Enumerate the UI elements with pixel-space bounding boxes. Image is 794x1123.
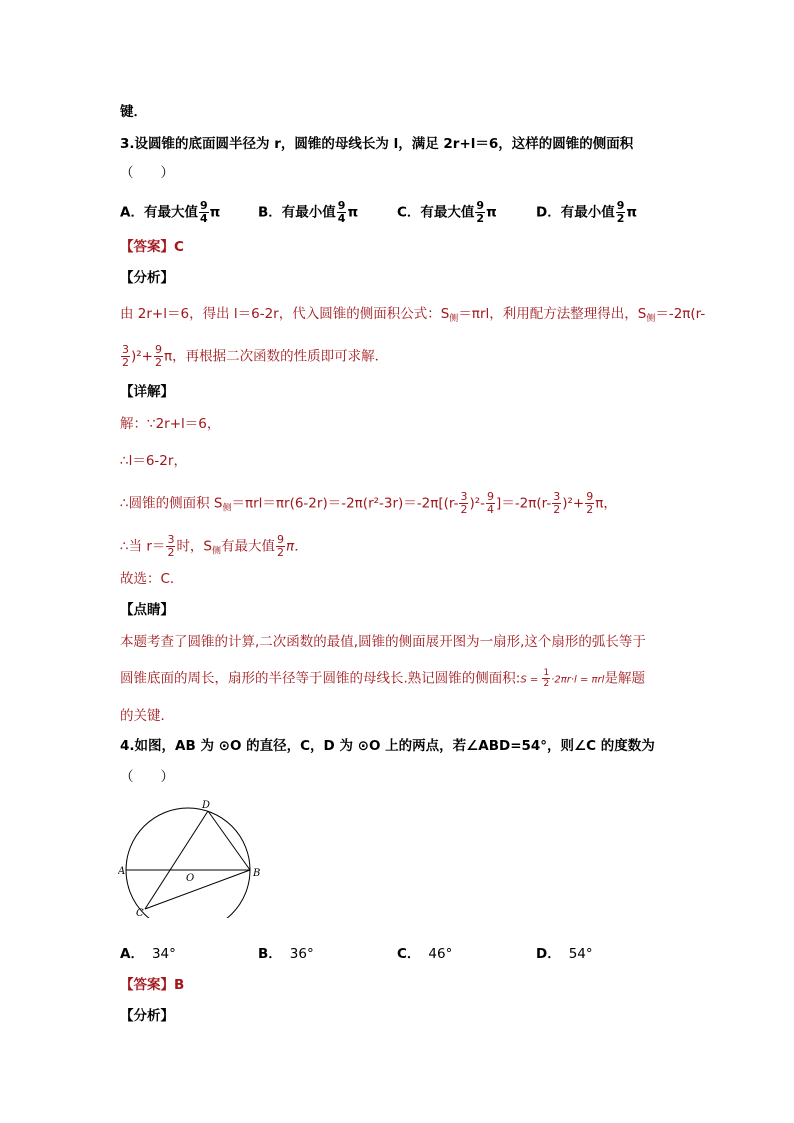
option-label: D．: [536, 946, 561, 962]
q3-comment-line-2: 圆锥底面的周长，扇形的半径等于圆锥的母线长.熟记圆锥的侧面积:S = $\frac{1}{2}$ ·2πr·l = πrl是解题: [120, 668, 645, 689]
detail-text: ＝πrl＝πr(6-2r)＝-2π(r²-3r)＝-2π[(r-: [231, 495, 459, 512]
option-text: 有最小值: [560, 204, 615, 221]
fraction-denominator: 2: [616, 212, 625, 225]
detail-text: π．: [286, 538, 308, 555]
detail-text: ∴圆锥的侧面积 S: [120, 495, 223, 512]
q3-detail-line-4: ∴当 r＝ $\frac{3}{2}$ 时，$S_侧$有最大值 $\frac{9}{2}$ π．: [120, 533, 308, 559]
subscript: 侧: [449, 314, 459, 324]
option-value: 46°: [428, 946, 453, 962]
option-text: 有最大值: [420, 204, 475, 221]
subscript: 侧: [212, 546, 222, 557]
q3-detail-line-1: 解：∵2r+l＝6，: [120, 416, 221, 432]
analysis-text: ＝-2π(r-: [655, 306, 706, 322]
detail-text: )²-: [469, 495, 486, 512]
analysis-text: π，再根据二次函数的性质即可求解．: [164, 348, 389, 365]
q4-answer: 【答案】B: [120, 977, 185, 993]
q3-analysis-line-1: [120, 304, 705, 329]
label-b: B: [253, 868, 261, 879]
label-d: D: [202, 800, 211, 811]
option-label: C．: [397, 204, 421, 221]
q3-option-d: [536, 200, 637, 225]
option-unit: π: [626, 204, 638, 221]
detail-text: ∴当 r＝: [120, 538, 166, 555]
q3-detail-line-2: ∴l＝6-2r，: [120, 453, 187, 469]
fraction-numerator: 9: [337, 199, 346, 212]
circle-figure: [118, 798, 268, 918]
detail-text: 时，S: [176, 538, 213, 555]
q4-option-c: [397, 944, 452, 964]
option-text: 有最小值: [281, 204, 336, 221]
chord-dc: [145, 811, 208, 909]
q4-option-b: [258, 944, 314, 964]
option-unit: π: [486, 204, 497, 221]
fraction-numerator: 9: [616, 199, 625, 212]
option-label: D．: [536, 204, 561, 221]
fraction: [616, 200, 626, 225]
option-unit: π: [209, 204, 221, 221]
q4-analysis-heading: 【分析】: [120, 1008, 174, 1024]
subscript: 侧: [646, 314, 656, 324]
chord-db: [208, 811, 250, 870]
option-label: C．: [397, 946, 421, 962]
q3-option-c: [397, 200, 497, 225]
fraction-denominator: 4: [337, 212, 346, 225]
q3-detail-line-5: 故选：C．: [120, 571, 184, 587]
q3-detail-line-3: ∴圆锥的侧面积 $S_侧=\pi rl=\pi r(6-2r)=-2\pi(r^2-3r)=-2\pi[(r-$ $\frac{3}{2}$ )²- $\frac{9}{4}$ ]＝-2π(r- $\frac{3}{2}$ )²+ $\frac{9}{2}$ π，: [120, 490, 617, 516]
detail-text: 有最大值: [221, 538, 276, 555]
comment-text: 圆锥底面的周长，扇形的半径等于圆锥的母线长.熟记圆锥的侧面积:: [120, 670, 521, 687]
subscript: 侧: [222, 503, 232, 514]
option-label: B．: [258, 946, 282, 962]
q3-comment-heading: 【点睛】: [120, 602, 174, 618]
chord-cb: [145, 870, 250, 909]
q3-answer: 【答案】C: [120, 239, 184, 255]
option-label: B．: [258, 204, 282, 221]
label-c: C: [136, 908, 144, 918]
fraction: [337, 200, 347, 225]
q3-detail-heading: 【详解】: [120, 384, 174, 400]
q3-paren: （ ）: [120, 165, 174, 181]
analysis-text: )²+: [131, 348, 153, 365]
continuation-text: 键．: [120, 104, 147, 120]
q3-analysis-heading: 【分析】: [120, 270, 174, 286]
option-label: A．: [120, 946, 144, 962]
comment-text: 是解题: [604, 670, 645, 687]
option-label: A．: [120, 204, 144, 221]
analysis-text: ＝πrl，利用配方法整理得出，S: [458, 306, 647, 322]
fraction-numerator: 9: [199, 199, 208, 212]
q3-comment-line-1: 本题考查了圆锥的计算,二次函数的最值,圆锥的侧面展开图为一扇形,这个扇形的弧长等于: [120, 634, 646, 650]
q4-option-d: [536, 944, 593, 964]
q3-comment-line-3: 的关键．: [120, 708, 174, 724]
detail-text: π，: [595, 495, 617, 512]
formula-text: S =: [520, 674, 542, 686]
option-value: 34°: [151, 946, 176, 962]
q4-paren: （ ）: [120, 769, 174, 785]
circle-o: [126, 808, 250, 918]
detail-text: )²+: [562, 495, 585, 512]
option-unit: π: [347, 204, 359, 221]
fraction-numerator: 9: [476, 199, 485, 212]
q4-option-a: [120, 944, 176, 964]
formula-text: ·2πr·l = πrl: [551, 674, 605, 686]
label-o: O: [186, 873, 195, 884]
q3-analysis-line-2: $\frac{3}{2}$ )²+ $\frac{9}{2}$ π，再根据二次函数的性质即可求解．: [122, 343, 389, 369]
fraction-denominator: 2: [476, 212, 485, 225]
q4-stem: 4.如图，AB 为 ⊙O 的直径，C，D 为 ⊙O 上的两点，若∠ABD=54°，则∠C 的度数为: [120, 738, 655, 754]
option-value: 36°: [289, 946, 314, 962]
analysis-text: 由 2r+l＝6，得出 l＝6-2r，代入圆锥的侧面积公式：S: [120, 306, 450, 322]
q3-option-a: [120, 200, 220, 225]
option-text: 有最大值: [143, 204, 198, 221]
detail-text: ]＝-2π(r-: [496, 495, 552, 512]
fraction-denominator: 4: [199, 212, 208, 225]
q3-option-b: [258, 200, 358, 225]
q3-stem: 3.设圆锥的底面圆半径为 r，圆锥的母线长为 l，满足 2r+l＝6，这样的圆锥的侧面积: [120, 136, 634, 152]
option-value: 54°: [568, 946, 593, 962]
fraction: [199, 200, 209, 225]
fraction: [475, 200, 485, 225]
label-a: A: [118, 866, 126, 877]
